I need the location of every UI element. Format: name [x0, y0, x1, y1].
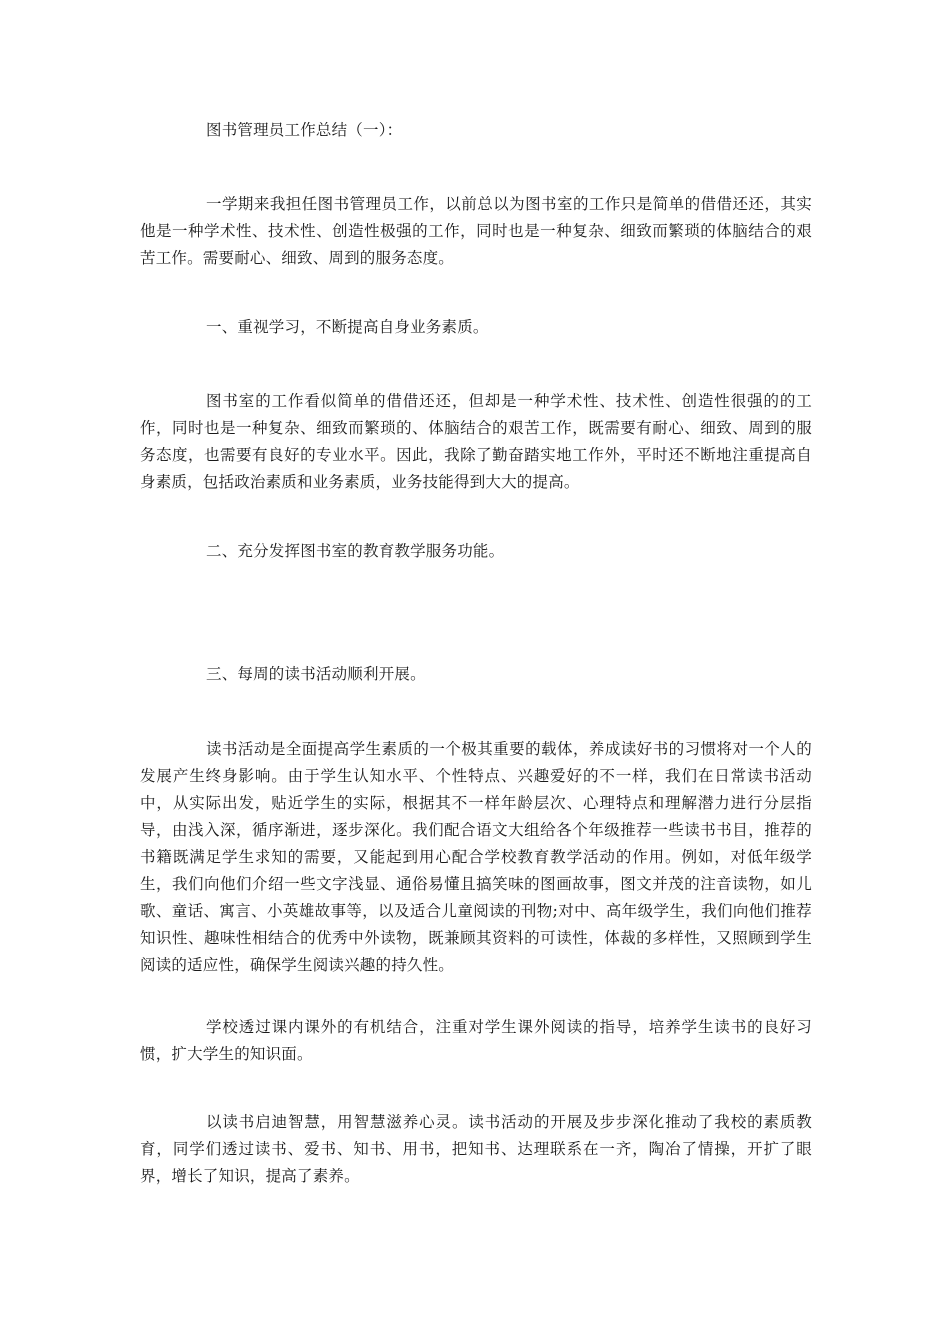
section-heading-3: 三、每周的读书活动顺利开展。 — [206, 665, 426, 683]
paragraph-section-1: 图书室的工作看似简单的借借还还，但却是一种学术性、技术性、创造性很强的的工作，同时也是一种复杂、细致而繁琐的、体脑结合的艰苦工作，既需要有耐心、细致、周到的服务态度，也需要有良好的专业水平。因此，我除了勤奋踏实地工作外，平时还不断地注重提高自身素质，包括政治素质和业务素质，业务技能得到大大的提高。 — [140, 392, 812, 491]
section-heading-2: 二、充分发挥图书室的教育教学服务功能。 — [206, 542, 505, 560]
paragraph-intro: 一学期来我担任图书管理员工作，以前总以为图书室的工作只是简单的借借还还，其实他是一种学术性、技术性、创造性极强的工作，同时也是一种复杂、细致而繁琐的体脑结合的艰苦工作。需要耐心、细致、周到的服务态度。 — [140, 195, 812, 267]
document-title: 图书管理员工作总结（一）： — [206, 121, 403, 139]
paragraph-conclusion: 以读书启迪智慧，用智慧滋养心灵。读书活动的开展及步步深化推动了我校的素质教育，同学们透过读书、爱书、知书、用书，把知书、达理联系在一齐，陶冶了情操，开扩了眼界，增长了知识，提高了素养。 — [140, 1113, 812, 1185]
paragraph-reading-guidance: 学校透过课内课外的有机结合，注重对学生课外阅读的指导，培养学生读书的良好习惯，扩大学生的知识面。 — [140, 1018, 812, 1063]
paragraph-section-3: 读书活动是全面提高学生素质的一个极其重要的载体，养成读好书的习惯将对一个人的发展产生终身影响。由于学生认知水平、个性特点、兴趣爱好的不一样，我们在日常读书活动中，从实际出发，贴近学生的实际，根据其不一样年龄层次、心理特点和理解潜力进行分层指导，由浅入深，循序渐进，逐步深化。我们配合语文大组给各个年级推荐一些读书书目，推荐的书籍既满足学生求知的需要，又能起到用心配合学校教育教学活动的作用。例如，对低年级学生，我们向他们介绍一些文字浅显、通俗易懂且搞笑味的图画故事，图文并茂的注音读物，如儿歌、童话、寓言、小英雄故事等，以及适合儿童阅读的刊物;对中、高年级学生，我们向他们推荐知识性、趣味性相结合的优秀中外读物，既兼顾其资料的可读性，体裁的多样性，又照顾到学生阅读的适应性，确保学生阅读兴趣的持久性。 — [140, 740, 812, 974]
section-heading-1: 一、重视学习，不断提高自身业务素质。 — [206, 318, 489, 336]
